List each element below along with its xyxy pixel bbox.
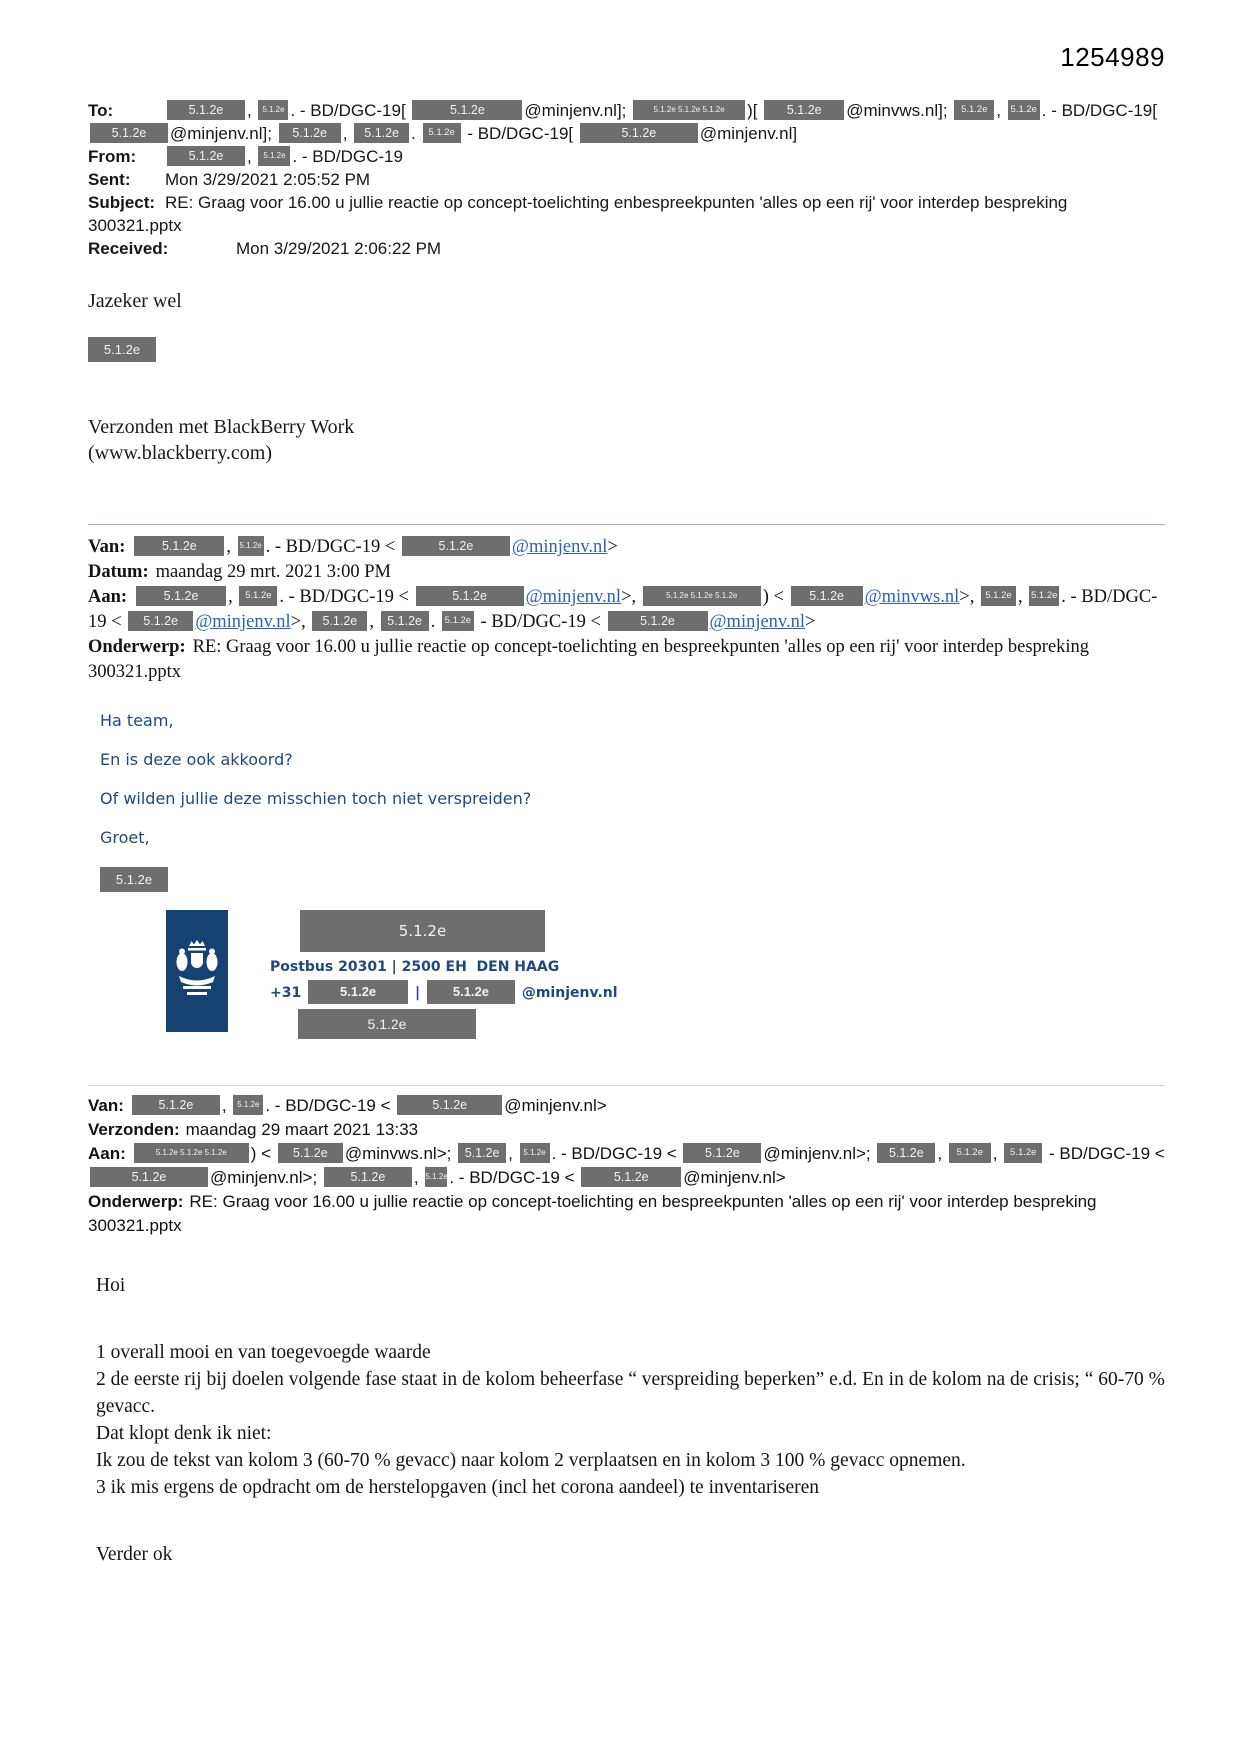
body-line: En is deze ook akkoord?: [100, 750, 293, 769]
header-label-sent: Sent:: [88, 170, 131, 189]
coat-of-arms-icon: [175, 940, 219, 1002]
redaction-box: 5.1.2e: [90, 1167, 208, 1187]
redaction-box: 5.1.2e: [791, 586, 863, 606]
redaction-box: 5.1.2e: [981, 586, 1016, 606]
redaction-box: 5.1.2e: [397, 1095, 502, 1115]
redaction-box: 5.1.2e: [258, 100, 288, 120]
header-text-fragment: RE: Graag voor 16.00 u jullie reactie op concept-toelichting en bespreekpunten 'alles op een rij' voor interdep bespreking 300321.pptx: [88, 637, 1090, 682]
header-row-aan: [88, 585, 1165, 635]
header-text-fragment: @minvws.nl>;: [344, 1144, 457, 1163]
body-line: Ik zou de tekst van kolom 3 (60-70 % gevacc) naar kolom 2 verplaatsen en in kolom 3 100 % gevacc opnemen.: [96, 1450, 966, 1471]
blackberry-line2: (www.blackberry.com): [88, 442, 272, 464]
header-text-fragment: . - BD/DGC-19 <: [551, 1144, 682, 1163]
header-row-to: [88, 99, 1165, 145]
header-label-aan: Aan:: [88, 587, 128, 607]
signature-phone-line: [270, 980, 618, 1004]
email2-body: [100, 711, 1165, 848]
email-address-link[interactable]: @minjenv.nl: [511, 537, 608, 557]
body-line: 3 ik mis ergens de opdracht om de herstelopgaven (incl het corona aandeel) te inventariseren: [96, 1477, 820, 1498]
header-label-verzonden: Verzonden:: [88, 1120, 180, 1139]
header-label-datum: Datum:: [88, 562, 149, 582]
redaction-box: 5.1.2e: [167, 146, 245, 166]
header-value-to: [88, 101, 1157, 143]
body-line: Of wilden jullie deze misschien toch niet verspreiden?: [100, 789, 532, 808]
redaction-box: 5.1.2e: [427, 980, 515, 1004]
body-line: Ha team,: [100, 711, 174, 730]
pipe-separator: |: [414, 985, 421, 1001]
email1-body-line: Jazeker wel: [88, 290, 182, 312]
header-row-subject: [88, 191, 1165, 237]
separator-line: [88, 524, 1165, 525]
header-text-fragment: maandag 29 maart 2021 13:33: [185, 1120, 419, 1139]
header-label-subject: Subject:: [88, 193, 156, 212]
redaction-box: 5.1.2e: [402, 536, 510, 556]
header-text-fragment: . - BD/DGC-19: [292, 147, 403, 166]
header-text-fragment: @minjenv.nl];: [170, 124, 277, 143]
header-row-aan: [88, 1142, 1165, 1190]
header-label-from: From:: [88, 147, 137, 166]
document-number: 1254989: [1060, 42, 1165, 72]
email3-header-block: [88, 1094, 1165, 1238]
body-line: Dat klopt denk ik niet:: [96, 1423, 272, 1444]
redaction-box: 5.1.2e: [100, 867, 168, 892]
redaction-box: 5.1.2e: [683, 1143, 761, 1163]
header-text-fragment: . - BD/DGC-19 <: [265, 1096, 396, 1115]
header-text-fragment: ,: [992, 1144, 1003, 1163]
redaction-box: 5.1.2e: [1029, 586, 1059, 606]
email-address-link[interactable]: @minjenv.nl: [195, 612, 291, 632]
header-text-fragment: ,: [1017, 587, 1028, 607]
header-text-fragment: - BD/DGC-19[: [462, 124, 578, 143]
header-text-fragment: ,: [228, 587, 238, 607]
redaction-box: 5.1.2e: [134, 536, 224, 556]
header-text-fragment: .: [430, 612, 440, 632]
email3-body: [96, 1272, 1165, 1568]
header-text-fragment: - BD/DGC-19 <: [475, 612, 606, 632]
redaction-box: 5.1.2e: [88, 337, 156, 362]
redaction-box: 5.1.2e: [239, 586, 277, 606]
redaction-box: 5.1.2e: [324, 1167, 412, 1187]
header-row-van: [88, 1094, 1165, 1118]
signature-text-column: [270, 910, 618, 1039]
redaction-box: 5.1.2e: [238, 536, 264, 556]
phone-prefix: +31: [270, 985, 302, 1001]
body-line: Verder ok: [96, 1544, 173, 1565]
header-text-fragment: . - BD/DGC-19[: [290, 101, 411, 120]
header-value-from: [165, 147, 403, 166]
redaction-box: 5.1.2e: [300, 910, 545, 952]
header-label-to: To:: [88, 101, 114, 120]
redaction-box: 5.1.2e: [298, 1009, 476, 1039]
header-text-fragment: ,: [996, 101, 1006, 120]
redaction-box: 5.1.2e: [312, 611, 367, 631]
header-row-onderwerp: [88, 1190, 1165, 1238]
separator-line-light: [88, 1085, 1165, 1086]
redaction-box: 5.1.2e 5.1.2e 5.1.2e: [643, 586, 761, 606]
redaction-box: 5.1.2e: [354, 123, 409, 143]
header-text-fragment: @minvws.nl];: [846, 101, 953, 120]
header-row-datum: [88, 560, 1165, 585]
header-text-fragment: )[: [747, 101, 763, 120]
header-row-verzonden: [88, 1118, 1165, 1142]
header-text-fragment: . - BD/DGC-19 <: [265, 537, 400, 557]
redaction-box: 5.1.2e: [233, 1095, 263, 1115]
header-text-fragment: ,: [369, 612, 379, 632]
header-text-fragment: @minjenv.nl];: [524, 101, 632, 120]
header-text-fragment: ,: [508, 1144, 518, 1163]
email1-sender-redaction: [88, 337, 1165, 362]
body-line: 2 de eerste rij bij doelen volgende fase staat in de kolom beheerfase “ verspreiding beperken” e.d. En in de kolom na de crisis; “ 60-70 % gevacc.: [96, 1369, 1165, 1417]
header-value-onderwerp: [88, 637, 1089, 682]
rijksoverheid-logo: [166, 910, 228, 1032]
redaction-box: 5.1.2e: [132, 1095, 220, 1115]
header-value-verzonden: [186, 1120, 419, 1139]
redaction-box: 5.1.2e: [381, 611, 429, 631]
header-text-fragment: ) <: [762, 587, 789, 607]
signature-address: Postbus 20301 | 2500 EH DEN HAAG: [270, 959, 560, 975]
header-text-fragment: @minjenv.nl>: [683, 1168, 786, 1187]
redaction-box: 5.1.2e: [764, 100, 844, 120]
header-text-fragment: ,: [226, 537, 236, 557]
redaction-box: 5.1.2e: [278, 1143, 343, 1163]
redaction-box: 5.1.2e: [167, 100, 245, 120]
header-text-fragment: ,: [937, 1144, 947, 1163]
header-text-fragment: Mon 3/29/2021 2:05:52 PM: [165, 170, 371, 189]
header-label-van: Van:: [88, 1096, 124, 1115]
redaction-box: 5.1.2e: [949, 1143, 991, 1163]
header-label-onderwerp: Onderwerp:: [88, 1192, 184, 1211]
header-text-fragment: .: [411, 124, 421, 143]
header-value-van: [130, 1096, 607, 1115]
email2-sender-redaction: [100, 867, 1165, 892]
header-row-van: [88, 535, 1165, 560]
header-text-fragment: @minjenv.nl>;: [210, 1168, 322, 1187]
redaction-box: 5.1.2e: [580, 123, 698, 143]
header-text-fragment: ,: [342, 124, 353, 143]
header-value-onderwerp: [88, 1192, 1097, 1235]
email-address-link[interactable]: @minvws.nl: [864, 587, 960, 607]
header-text-fragment: >: [607, 537, 618, 557]
header-text-fragment: >,: [959, 587, 979, 607]
header-label-van: Van:: [88, 537, 126, 557]
header-label-received: Received:: [88, 239, 169, 258]
redaction-box: 5.1.2e: [877, 1143, 935, 1163]
signature-email-domain: @minjenv.nl: [521, 985, 618, 1001]
header-value-van: [132, 537, 617, 557]
header-text-fragment: . - BD/DGC-19 <: [279, 587, 414, 607]
blackberry-line1: Verzonden met BlackBerry Work: [88, 416, 355, 438]
redaction-box: 5.1.2e: [608, 611, 708, 631]
header-text-fragment: >: [805, 612, 816, 632]
header-label-aan: Aan:: [88, 1144, 126, 1163]
redaction-box: 5.1.2e: [1008, 100, 1040, 120]
redaction-box: 5.1.2e: [581, 1167, 681, 1187]
header-text-fragment: ,: [247, 147, 257, 166]
redaction-box: 5.1.2e: [128, 611, 193, 631]
header-text-fragment: ,: [247, 101, 257, 120]
header-text-fragment: . - BD/DGC-19 <: [449, 1168, 580, 1187]
header-text-fragment: maandag 29 mrt. 2021 3:00 PM: [155, 562, 391, 582]
header-value-datum: [156, 562, 391, 582]
redaction-box: 5.1.2e: [954, 100, 994, 120]
email1-header-block: [88, 99, 1165, 260]
signature-block: [166, 910, 1165, 1039]
redaction-box: 5.1.2e: [520, 1143, 550, 1163]
email-address-link[interactable]: @minjenv.nl: [709, 612, 805, 632]
redaction-box: 5.1.2e: [442, 611, 474, 631]
header-text-fragment: . - BD/DGC-19[: [1041, 101, 1157, 120]
blackberry-footer: [88, 414, 1165, 466]
header-value-subject: [88, 193, 1067, 235]
header-row-sent: [88, 168, 1165, 191]
header-row-received: [88, 237, 1165, 260]
redaction-box: 5.1.2e: [458, 1143, 506, 1163]
header-text-fragment: ,: [221, 1096, 232, 1115]
header-text-fragment: ,: [413, 1168, 424, 1187]
redaction-box: 5.1.2e: [258, 146, 290, 166]
header-text-fragment: RE: Graag voor 16.00 u jullie reactie op concept-toelichting en bespreekpunten 'alles op een rij' voor interdep bespreking 300321.pptx: [88, 1192, 1097, 1235]
body-line: 1 overall mooi en van toegevoegde waarde: [96, 1342, 431, 1363]
header-text-fragment: @minjenv.nl>;: [763, 1144, 876, 1163]
redaction-box: 5.1.2e: [1004, 1143, 1042, 1163]
redaction-box: 5.1.2e: [423, 123, 461, 143]
body-line: Hoi: [96, 1275, 126, 1296]
redaction-box: 5.1.2e: [412, 100, 522, 120]
header-text-fragment: Mon 3/29/2021 2:06:22 PM: [236, 239, 442, 258]
header-text-fragment: RE: Graag voor 16.00 u jullie reactie op concept-toelichting enbespreekpunten 'alles op een rij' voor interdep bespreking 300321.pptx: [88, 193, 1068, 235]
header-value-sent: [165, 170, 370, 189]
header-row-from: [88, 145, 1165, 168]
redaction-box: 5.1.2e: [308, 980, 408, 1004]
header-text-fragment: @minjenv.nl]: [699, 124, 798, 143]
header-row-onderwerp: [88, 635, 1165, 685]
header-text-fragment: >,: [290, 612, 311, 632]
header-value-received: [236, 239, 441, 258]
email-address-link[interactable]: @minjenv.nl: [525, 587, 622, 607]
header-label-onderwerp: Onderwerp:: [88, 637, 186, 657]
header-text-fragment: @minjenv.nl>: [504, 1096, 607, 1115]
redaction-box: 5.1.2e: [136, 586, 226, 606]
email2-header-block: [88, 535, 1165, 685]
header-text-fragment: >,: [621, 587, 641, 607]
redaction-box: 5.1.2e: [425, 1167, 447, 1187]
redaction-box: 5.1.2e 5.1.2e 5.1.2e: [134, 1143, 249, 1163]
header-value-aan: [88, 587, 1157, 632]
redaction-box: 5.1.2e: [279, 123, 341, 143]
body-line: Groet,: [100, 828, 150, 847]
header-value-aan: [88, 1144, 1165, 1187]
redaction-box: 5.1.2e 5.1.2e 5.1.2e: [633, 100, 745, 120]
header-text-fragment: ) <: [250, 1144, 276, 1163]
header-text-fragment: - BD/DGC-19 <: [1044, 1144, 1165, 1163]
redaction-box: 5.1.2e: [90, 123, 168, 143]
header-text-fragment: . - BD/DGC-19 <: [88, 587, 1158, 632]
redaction-box: 5.1.2e: [416, 586, 524, 606]
